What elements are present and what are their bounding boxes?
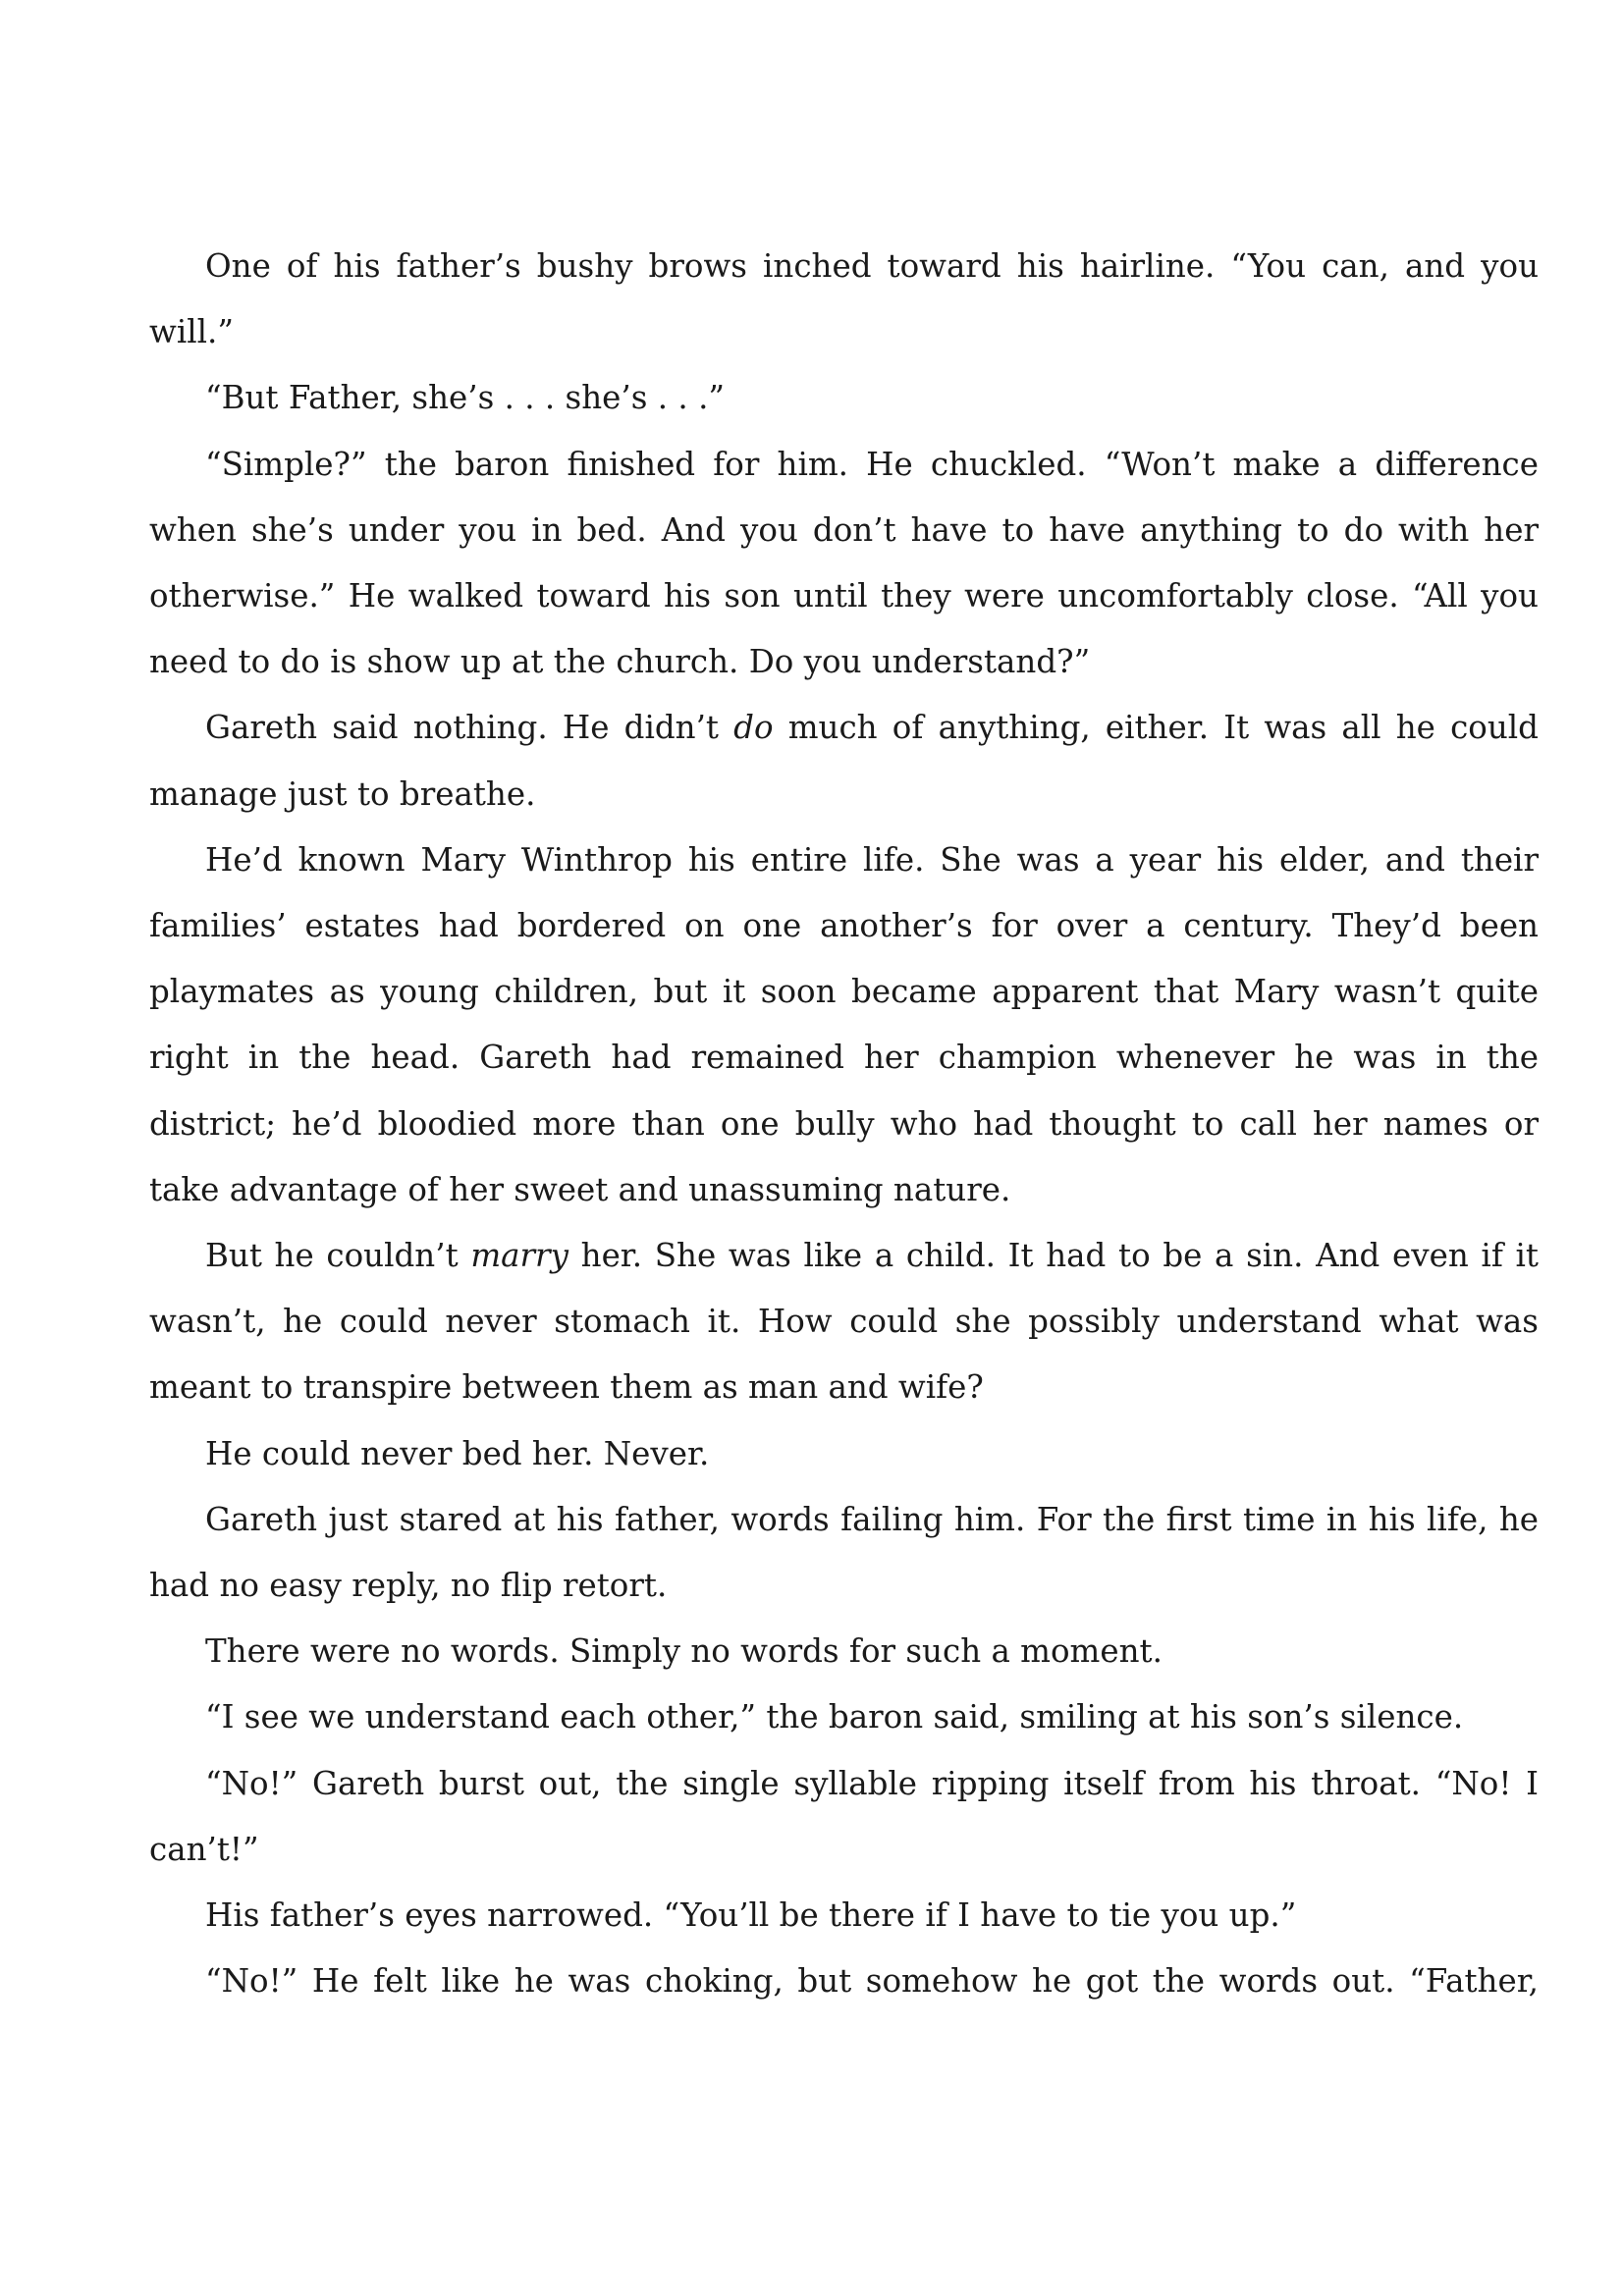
text-segment: “Simple?” the baron finished for him. He chuckled. “Won’t make a difference when she’s under you in bed. And you don’t have to have anything to do with her otherwise.” He walked toward his son until they were uncomfortably close. “All you need to do is show up at the church. Do you understand?” bbox=[149, 445, 1539, 681]
text-segment: “I see we understand each other,” the baron said, smiling at his son’s silence. bbox=[205, 1698, 1464, 1736]
body-text bbox=[149, 234, 1539, 2014]
text-segment: But he couldn’t bbox=[205, 1237, 471, 1275]
paragraph bbox=[149, 1751, 1539, 1883]
text-segment: her. She was like a child. It had to be a sin. And even if it wasn’t, he could never stomach it. How could she possibly understand what was meant to transpire between them as man and wife? bbox=[149, 1237, 1539, 1407]
text-segment: much of anything, either. It was all he could manage just to breathe. bbox=[149, 709, 1539, 813]
text-segment: He could never bed her. Never. bbox=[205, 1434, 710, 1472]
paragraph bbox=[149, 1223, 1539, 1421]
paragraph bbox=[149, 828, 1539, 1223]
paragraph bbox=[149, 365, 1539, 431]
text-segment: He’d known Mary Winthrop his entire life. She was a year his elder, and their families’ estates had bordered on one another’s for over a century. They’d been playmates as young children, but it soon became apparent that Mary wasn’t quite right in the head. Gareth had remained her champion whenever he was in the district; he’d bloodied more than one bully who had thought to call her names or take advantage of her sweet and unassuming nature. bbox=[149, 840, 1539, 1208]
paragraph bbox=[149, 234, 1539, 365]
text-segment: His father’s eyes narrowed. “You’ll be there if I have to tie you up.” bbox=[205, 1896, 1297, 1935]
paragraph bbox=[149, 695, 1539, 827]
text-segment: “But Father, she’s . . . she’s . . .” bbox=[205, 379, 726, 417]
paragraph bbox=[149, 1421, 1539, 1487]
paragraph bbox=[149, 1619, 1539, 1684]
italic-text: do bbox=[733, 709, 774, 747]
paragraph bbox=[149, 1883, 1539, 1949]
paragraph bbox=[149, 432, 1539, 696]
text-segment: “No!” Gareth burst out, the single syllable ripping itself from his throat. “No! I can’t!” bbox=[149, 1764, 1539, 1868]
text-segment: “No!” He felt like he was choking, but somehow he got the words out. “Father, bbox=[205, 1962, 1539, 2001]
text-segment: Gareth said nothing. He didn’t bbox=[205, 709, 734, 747]
paragraph bbox=[149, 1684, 1539, 1750]
text-segment: One of his father’s bushy brows inched toward his hairline. “You can, and you will.” bbox=[149, 247, 1539, 351]
text-segment: Gareth just stared at his father, words failing him. For the first time in his life, he had no easy reply, no flip retort. bbox=[149, 1500, 1539, 1605]
paragraph bbox=[149, 1949, 1539, 2014]
italic-text: marry bbox=[470, 1237, 568, 1275]
text-segment: There were no words. Simply no words for such a moment. bbox=[205, 1632, 1163, 1671]
paragraph bbox=[149, 1487, 1539, 1619]
